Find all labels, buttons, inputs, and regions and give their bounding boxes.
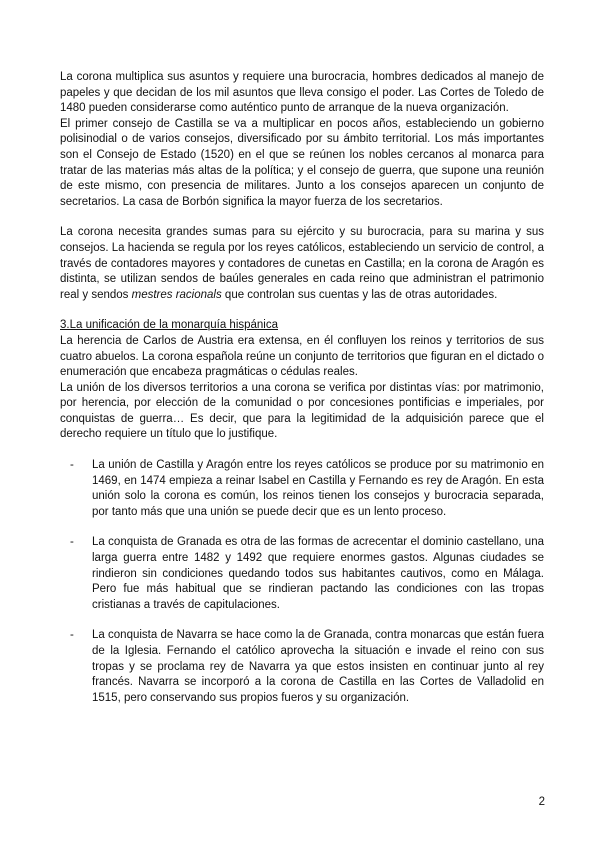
hacienda-text-end: que controlan sus cuentas y las de otras autoridades.	[221, 288, 498, 301]
dash-list	[60, 458, 544, 706]
list-item-text: La conquista de Granada es otra de las formas de acrecentar el dominio castellano, una larga guerra entre 1482 y 1492 que requiere enormes gastos. Algunas ciudades se rindieron sin condiciones quedando todos sus habitantes cautivos, como en Málaga. Pero fue más habitual que se rindieran pactando las condiciones con las tropas cristianas a través de capitulaciones.	[92, 536, 544, 611]
spacer	[60, 303, 544, 318]
list-dash-marker: -	[70, 536, 74, 549]
paragraph-burocracia: La corona multiplica sus asuntos y requiere una burocracia, hombres dedicados al manejo de papeles y que decidan de los mil asuntos que lleva consigo el poder. Las Cortes de Toledo de 1480 pueden considerarse como auténtico punto de arranque de la nueva organización.	[60, 71, 544, 115]
paragraph-hacienda	[60, 225, 544, 303]
list-dash-marker: -	[70, 629, 74, 642]
spacer	[60, 210, 544, 225]
page-number: 2	[538, 796, 545, 808]
spacer	[60, 443, 544, 458]
list-item	[60, 628, 544, 706]
page-content	[60, 70, 544, 721]
hacienda-text-start: La corona necesita grandes sumas para su ejército y su burocracia, para su marina y sus consejos. La hacienda se regula por los reyes católicos, estableciendo un servicio de control, a través de contadores mayores y contadores de cunetas en Castilla; en la corona de Aragón es distinta, se utilizan sendos de baúles generales en cada reino que administran el patrimonio real y sendos	[60, 226, 544, 301]
hacienda-italic-term: mestres racionals	[131, 288, 222, 301]
list-dash-marker: -	[70, 459, 74, 472]
list-item-text: La conquista de Navarra se hace como la de Granada, contra monarcas que están fuera de la Iglesia. Fernando el católico aprovecha la situación e invade el reino con sus tropas y se proclama rey de Navarra ya que estos insisten en continuar junto al rey francés. Navarra se incorporó a la corona de Castilla en las Cortes de Valladolid en 1515, pero conservando sus propios fueros y su organización.	[92, 629, 544, 704]
paragraph-herencia: La herencia de Carlos de Austria era extensa, en él confluyen los reinos y territorios de sus cuatro abuelos. La corona española reúne un conjunto de territorios que figuran en el dictado o enumeración que encabeza pragmáticas o cédulas reales.	[60, 334, 544, 379]
section-heading: 3.La unificación de la monarquía hispánica	[60, 319, 279, 332]
list-item	[60, 458, 544, 520]
paragraph-union-territorios: La unión de los diversos territorios a una corona se verifica por distintas vías: por matrimonio, por herencia, por elección de la comunidad o por concesiones pontificias e imperiales, por conquistas de guerra… Es decir, que para la legitimidad de la adquisición parece que el derecho requiere un título que lo justifique.	[60, 381, 544, 441]
list-item	[60, 535, 544, 613]
paragraph-consejos: El primer consejo de Castilla se va a multiplicar en pocos años, estableciendo un gobierno polisinodial o de varios consejos, diversificado por su ámbito territorial. Los más importantes son el Consejo de Estado (1520) en el que se reúnen los nobles cercanos al monarca para tratar de las materias más altas de la política; y el consejo de guerra, que supone una reunión de este mismo, con presencia de militares. Junto a los consejos aparecen un conjunto de secretarios. La casa de Borbón significa la mayor fuerza de los secretarios.	[60, 117, 544, 208]
list-item-text: La unión de Castilla y Aragón entre los reyes católicos se produce por su matrimonio en 1469, en 1474 empieza a reinar Isabel en Castilla y Fernando es rey de Aragón. En esta unión solo la corona es común, los reinos tienen los consejos y burocracia separada, por tanto más que una unión se puede decir que es un lento proceso.	[92, 459, 544, 518]
